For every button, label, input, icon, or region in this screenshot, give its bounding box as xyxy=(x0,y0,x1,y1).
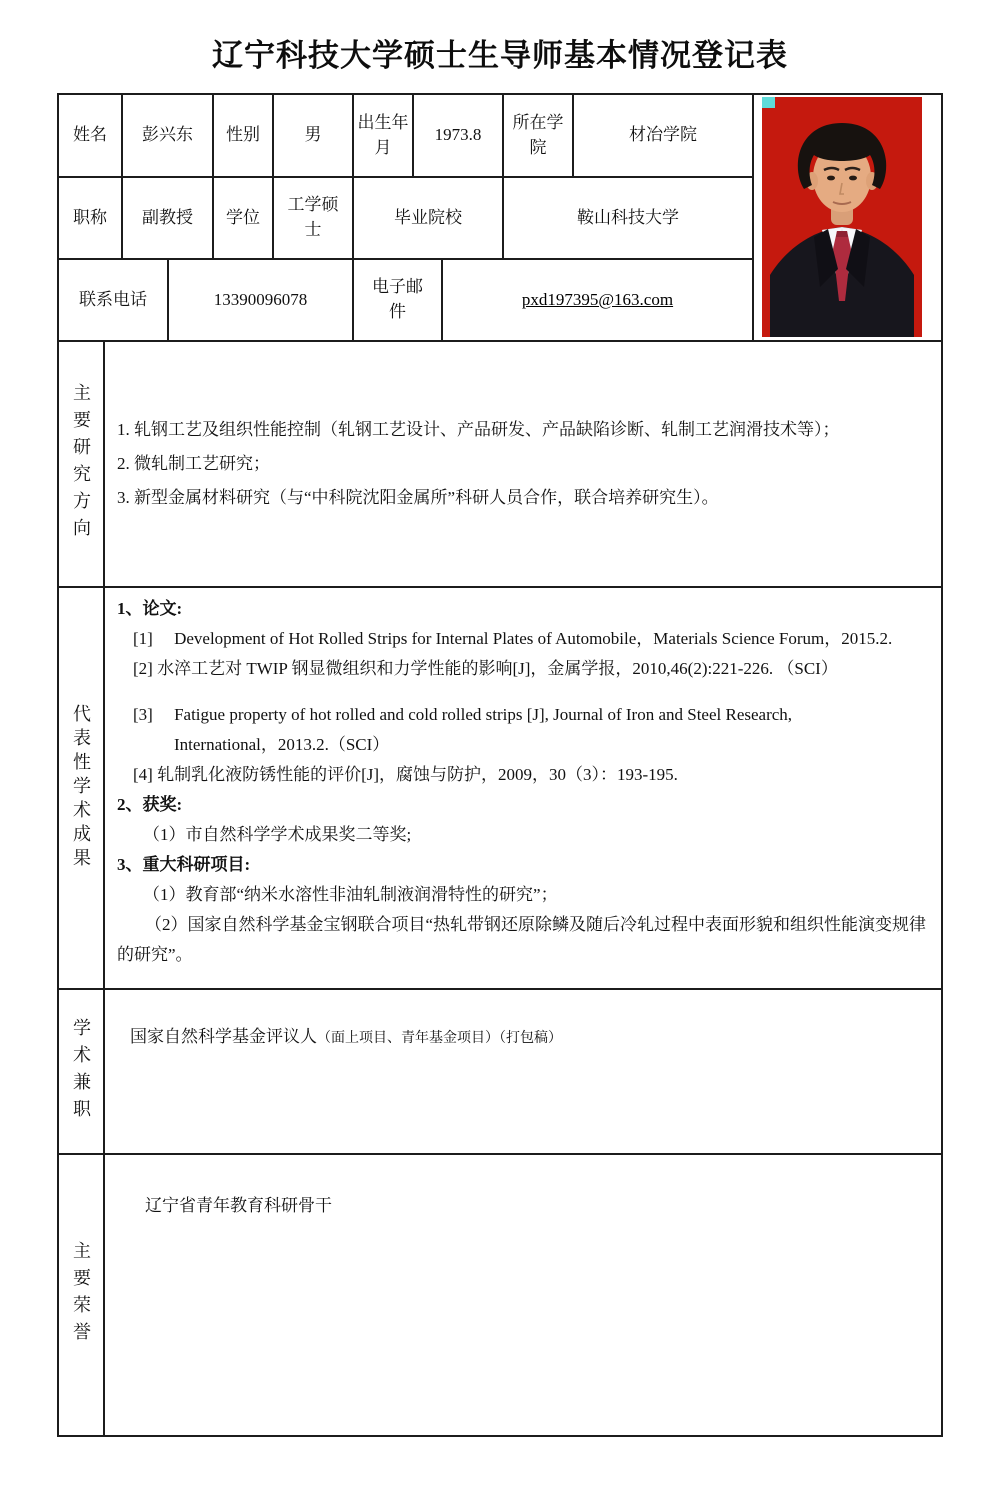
birth-value: 1973.8 xyxy=(414,95,502,176)
jobtitle-value: 副教授 xyxy=(123,178,212,258)
projects-heading: 3、重大科研项目: xyxy=(117,855,251,874)
paper-item: [3] Fatigue property of hot rolled and cold rolled strips [J], Journal of Iron and Steel Research, xyxy=(133,705,793,724)
phone-value: 13390096078 xyxy=(169,260,352,340)
project-item: （2）国家自然科学基金宝钢联合项目“热轧带钢还原除鳞及随后冷轧过程中表面形貌和组织性能演变规律的研究”。 xyxy=(117,915,927,964)
college-label: 所在学院 xyxy=(504,95,572,176)
form-table xyxy=(57,93,943,1437)
gender-value: 男 xyxy=(274,95,352,176)
academic-content xyxy=(105,990,941,1153)
degree-value: 工学硕士 xyxy=(274,178,352,258)
papers-heading: 1、论文: xyxy=(117,599,183,618)
research-line: 1. 轧钢工艺及组织性能控制（轧钢工艺设计、产品研发、产品缺陷诊断、轧制工艺润滑技术等）； xyxy=(117,420,840,439)
phone-label: 联系电话 xyxy=(59,260,167,340)
research-line: 3. 新型金属材料研究（与“中科院沈阳金属所”科研人员合作，联合培养研究生）。 xyxy=(117,488,719,507)
email-link[interactable]: pxd197395@163.com xyxy=(521,289,674,309)
jobtitle-label: 职称 xyxy=(59,178,121,258)
awards-heading: 2、获奖: xyxy=(117,795,183,814)
academic-section-label: 学术兼职 xyxy=(59,990,103,1153)
sections-block xyxy=(59,342,941,1435)
email-label: 电子邮件 xyxy=(354,260,441,340)
academic-main: 国家自然科学基金评议人 xyxy=(130,1027,317,1046)
achievements-section-label: 代表性学术成果 xyxy=(59,588,103,988)
award-item: （1）市自然科学学术成果奖二等奖; xyxy=(143,825,412,844)
photo-cell xyxy=(754,95,941,340)
basic-info-block xyxy=(59,95,941,340)
name-value: 彭兴东 xyxy=(123,95,212,176)
school-value: 鞍山科技大学 xyxy=(504,178,752,258)
birth-label: 出生年月 xyxy=(354,95,412,176)
honor-text: 辽宁省青年教育科研骨干 xyxy=(145,1196,332,1215)
achievements-content xyxy=(105,588,941,988)
degree-label: 学位 xyxy=(214,178,272,258)
gender-label: 性别 xyxy=(214,95,272,176)
email-value xyxy=(443,260,752,340)
academic-note: （面上项目、青年基金项目）（打包稿） xyxy=(317,1031,562,1046)
honors-content xyxy=(105,1155,941,1435)
id-photo xyxy=(762,97,922,337)
paper-item-cont: International，2013.2.（SCI） xyxy=(174,735,390,754)
research-content xyxy=(105,342,941,586)
project-item: （1）教育部“纳米水溶性非油轧制液润滑特性的研究”； xyxy=(143,885,558,904)
paper-item: [4] 轧制乳化液防锈性能的评价[J]，腐蚀与防护，2009，30（3）：193-195. xyxy=(133,765,678,784)
paper-item: [2] 水淬工艺对 TWIP 钢显微组织和力学性能的影响[J]，金属学报，2010,46(2):221-226. （SCI） xyxy=(133,659,838,678)
name-label: 姓名 xyxy=(59,95,121,176)
honors-section-label: 主要荣誉 xyxy=(59,1155,103,1435)
research-section-label: 主要研究方向 xyxy=(59,342,103,586)
photo-corner-marker xyxy=(762,97,775,108)
page-title: 辽宁科技大学硕士生导师基本情况登记表 xyxy=(212,38,788,73)
research-line: 2. 微轧制工艺研究； xyxy=(117,454,270,473)
college-value: 材冶学院 xyxy=(574,95,752,176)
school-label: 毕业院校 xyxy=(354,178,502,258)
paper-item: [1] Development of Hot Rolled Strips for Internal Plates of Automobile，Materials Science Forum，2015.2. xyxy=(133,629,893,648)
